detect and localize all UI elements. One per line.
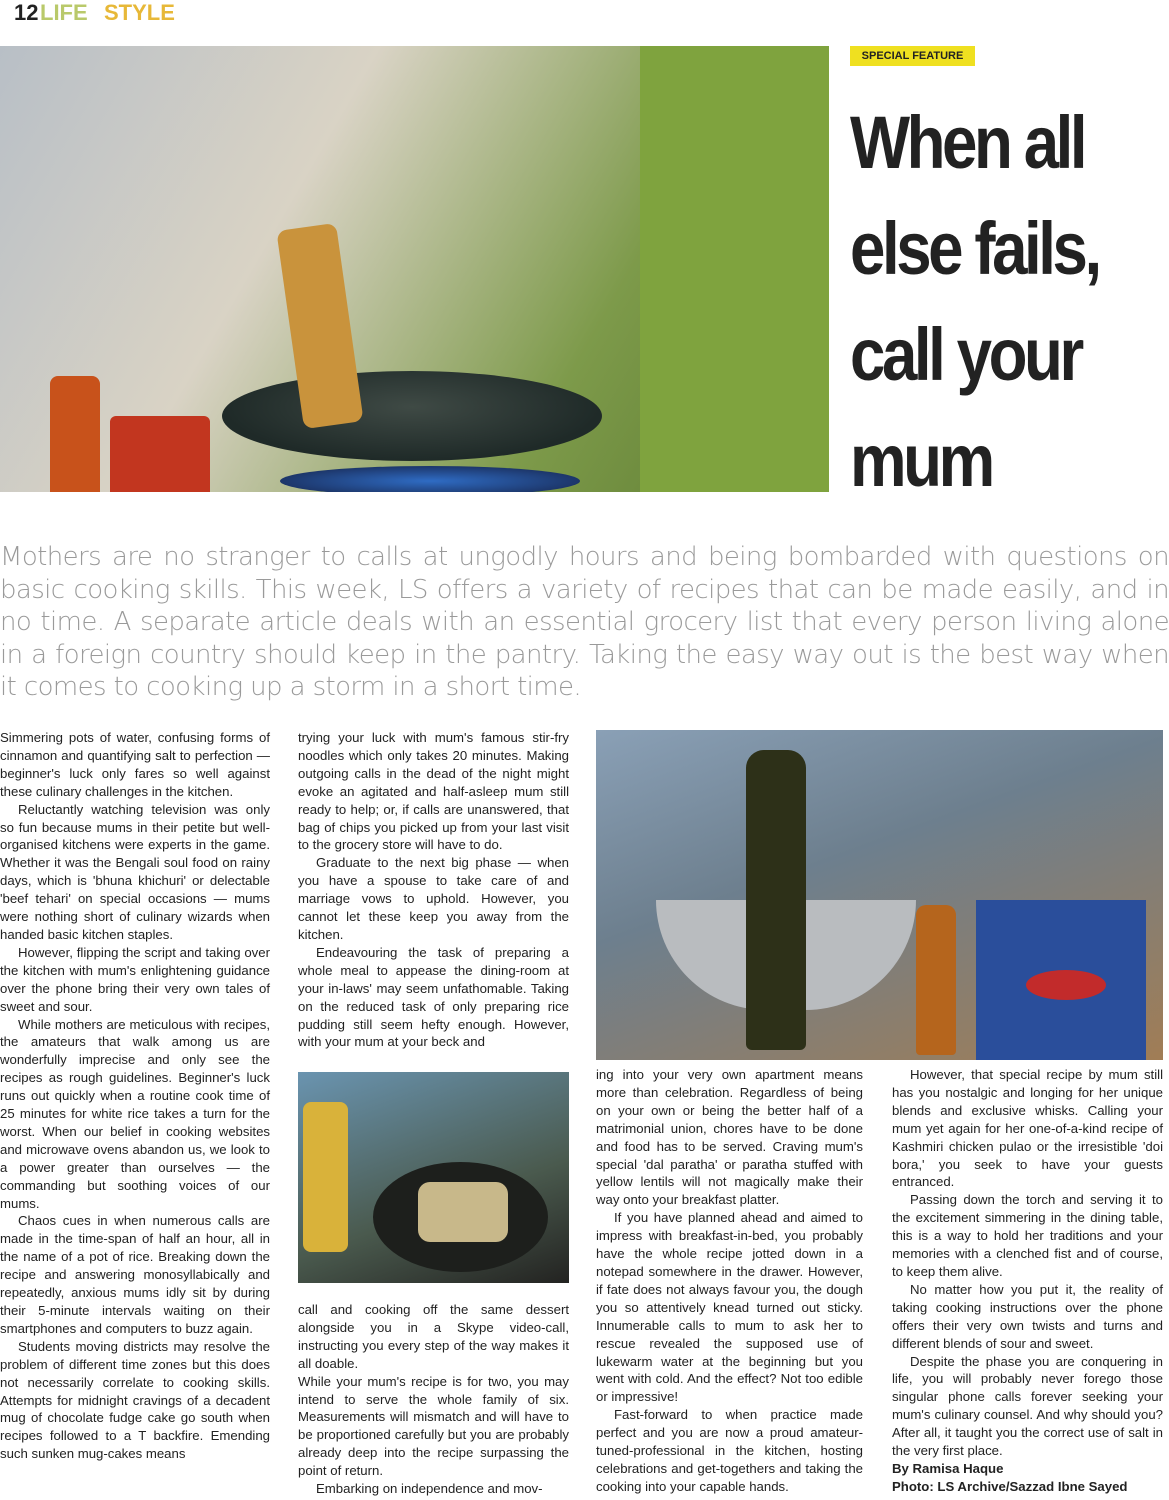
food-shape [418, 1182, 508, 1242]
paragraph: Passing down the torch and serving it to the excitement simmering in the dining table, this is a way to hold her traditions and your memories with a clenched fist and of course, to keep them alive. [892, 1192, 1163, 1279]
paragraph: However, that special recipe by mum still has you nostalgic and longing for her unique blends and exclusive whisks. Calling your mum yet again for her one-of-a-kind recipe of Kashmiri chicken pulao or the irresistible 'doi bora,' you seek to have your guests entranced. [892, 1067, 1163, 1190]
paragraph: No matter how you put it, the reality of taking cooking instructions over the phone offers their very own twists and turns and different blends of sour and sweet. [892, 1281, 1163, 1351]
frying-pan-shape [222, 371, 602, 461]
article-column-2-bottom [298, 1301, 569, 1498]
headline: When all else fails, call your mum [850, 101, 1099, 502]
pasta-box-label-shape [1026, 970, 1106, 1000]
olive-oil-bottle-shape [746, 750, 806, 1050]
paragraph: Reluctantly watching television was only so fun because mums in their petite but well-organised kitchens were experts in the game. Whether it was the Bengali soul food on rainy days, which is 'bhuna khichuri' or delectable 'beef tehari' on special occasions — mums were nothing short of culinary wizards when handed basic kitchen staples. [0, 801, 270, 942]
paragraph: Graduate to the next big phase — when you have a spouse to take care of and marriage vows to uphold. However, you cannot let these keep you away from the kitchen. [298, 855, 569, 942]
sauce-bottle-shape [50, 376, 100, 492]
paragraph: While mothers are meticulous with recipes, the amateurs that walk among us are wonderfully imprecise and only see the recipes as rough guidelines. Beginner's luck runs out quickly when a routine cook time of 25 minutes for white rice takes a turn for the worst. When our belief in cooking websites and microwave ovens abandon us, we look to a power greater than ourselves — the commanding but soothing voices of our mums. [0, 1016, 270, 1211]
section-title-style: STYLE [104, 0, 175, 25]
syrup-bottle-shape [916, 905, 956, 1055]
article-column-3 [596, 1066, 863, 1496]
paragraph: Simmering pots of water, confusing forms of cinnamon and quantifying salt to perfection — beginner's luck only fares so well against these culinary challenges in the kitchen. [0, 730, 270, 799]
paragraph: Endeavouring the task of preparing a whole meal to appease the dining-room at your in-laws' may seem unfathomable. Taking on the reduced task of only preparing rice pudding still seem hefty enough. However, with your mum at your beck and [298, 944, 569, 1050]
paragraph: Despite the phase you are conquering in life, you will probably never forego those singular phone calls forever seeking your mum's culinary counsel. And why should you? After all, it taught you the correct use of salt in the very first place. [892, 1353, 1163, 1459]
red-mug-shape [110, 416, 210, 492]
special-feature-tag: SPECIAL FEATURE [850, 46, 975, 66]
intro-paragraph: Mothers are no stranger to calls at ungodly hours and being bombarded with questions on basic cooking skills. This week, LS offers a variety of recipes that can be made easily, and in no time. A separate article deals with an essential grocery list that every person living alone in a foreign country should keep in the pantry. Taking the easy way out is the best way when it comes to cooking up a storm in a short time. [0, 542, 1169, 702]
apron-shape [640, 46, 829, 492]
article-column-1 [0, 729, 270, 1463]
section-title-life: LIFE [40, 0, 88, 25]
paragraph: However, flipping the script and taking over the kitchen with mum's enlightening guidance over the phone bring their very own tales of sweet and sour. [0, 944, 270, 1014]
paragraph: call and cooking off the same dessert alongside you in a Skype video-call, instructing you every step of the way makes it all doable. [298, 1302, 569, 1371]
paragraph: trying your luck with mum's famous stir-fry noodles which only takes 20 minutes. Making outgoing calls in the dead of the night might evoke an agitated and half-asleep mum still ready to help; or, if calls are unanswered, that bag of chips you picked up from your last visit to the grocery store will have to do. [298, 730, 569, 853]
photo-credit: Photo: LS Archive/Sazzad Ibne Sayed [892, 1478, 1128, 1494]
paragraph: Chaos cues in when numerous calls are made in the time-span of half an hour, all in the name of a pot of rice. Breaking down the recipe and answering monosyllabically and repeatedly, anxious mums idly sit by during their 5-minute intervals waiting on their smartphones and computers to buzz again. [0, 1213, 270, 1336]
paragraph: While your mum's recipe is for two, you may intend to serve the whole family of six. Measurements will mismatch and will have to be proportioned carefully but you are probably already deep into the recipe surpassing the point of return. [298, 1373, 569, 1479]
article-column-2-top [298, 729, 569, 1051]
oil-bottle-shape [303, 1102, 348, 1252]
paragraph: Students moving districts may resolve the problem of different time zones but this does not necessarily correlate to cooking skills. Attempts for midnight cravings of a decadent mug of chocolate fudge cake go south when recipes followed to a T backfire. Emending such sunken mug-cakes means [0, 1338, 270, 1462]
article-column-4 [892, 1066, 1163, 1496]
hero-cooking-photo [0, 46, 829, 492]
paragraph: If you have planned ahead and aimed to impress with breakfast-in-bed, you probably have the whole recipe jotted down in a notepad somewhere in the drawer. However, if fate does not always favour you, the dough you so attentively knead turned out sticky. Innumerable calls to mum to ask her to rescue revealed the supposed use of lukewarm water at the beginning but you went with cold. And the effect? Not too edible or impressive! [596, 1210, 863, 1405]
page-number: 12 [14, 0, 39, 25]
gas-flame-shape [280, 466, 580, 492]
kitchen-table-photo [596, 730, 1163, 1060]
byline: By Ramisa Haque [892, 1460, 1004, 1476]
paragraph: ing into your very own apartment means more than celebration. Regardless of being on your own or being the better half of a matrimonial union, chores have to be done and food has to be served. Craving mum's special 'dal paratha' or paratha stuffed with yellow lentils will not magically make their way onto your breakfast platter. [596, 1067, 863, 1208]
frying-pan-photo [298, 1072, 569, 1283]
paragraph: Fast-forward to when practice made perfect and you are now a proud amateur-tuned-professional in the kitchen, hosting celebrations and get-togethers and taking the cooking into your capable hands. [596, 1407, 863, 1494]
paragraph: Embarking on independence and mov- [316, 1481, 543, 1497]
